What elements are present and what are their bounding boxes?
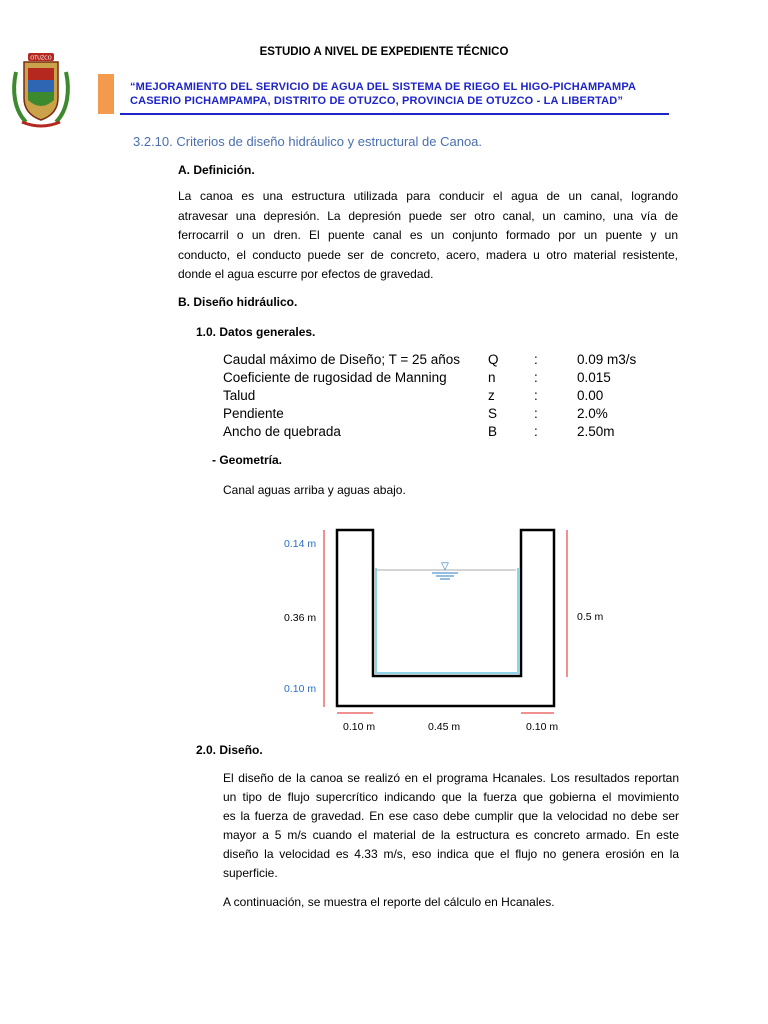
dato-symbol: B	[488, 424, 498, 439]
header-accent-bar	[98, 74, 114, 114]
definicion-line: ferrocarril o un dren. El puente canal es un conjunto formado por un puente y un	[178, 228, 678, 242]
dato-symbol: Q	[488, 352, 499, 367]
diseno-line: es la fuerza de gravedad. En ese caso debe cumplir que la velocidad no debe ser	[223, 809, 679, 823]
diseno-line: un tipo de flujo supercrítico indicando que la fuerza que gobierna el movimiento	[223, 790, 679, 804]
project-title	[130, 80, 730, 108]
diseno-line: mayor a 5 m/s cuando el material de la estructura es concreto armado. En este	[223, 828, 679, 842]
definicion-line: donde el agua escurre por efectos de gravedad.	[178, 267, 434, 281]
section-title: 3.2.10. Criterios de diseño hidráulico y estructural de Canoa.	[133, 134, 483, 149]
dato-label: Coeficiente de rugosidad de Manning	[223, 370, 447, 385]
dato-symbol: z	[488, 388, 495, 403]
definicion-heading: A. Definición.	[178, 163, 255, 177]
dato-value: 2.0%	[577, 406, 608, 421]
datos-generales-table	[223, 352, 636, 442]
right-wall-label: 0.10 m	[526, 721, 559, 733]
project-title-line-2: CASERIO PICHAMPAMPA, DISTRITO DE OTUZCO, PROVINCIA DE OTUZCO - LA LIBERTAD”	[130, 95, 624, 107]
diseno-line: superficie.	[223, 866, 278, 880]
water-wetted-line	[376, 568, 518, 673]
municipal-crest-logo	[10, 50, 72, 130]
channel-outline	[337, 530, 554, 706]
left-wall-label: 0.10 m	[343, 721, 376, 733]
dato-sep: :	[534, 370, 538, 385]
diseno-heading: 2.0. Diseño.	[196, 743, 263, 757]
dato-value: 0.015	[577, 370, 611, 385]
document-header-title: ESTUDIO A NIVEL DE EXPEDIENTE TÉCNICO	[259, 46, 509, 58]
dato-value: 0.00	[577, 388, 604, 403]
dato-symbol: S	[488, 406, 498, 421]
definicion-line: conducto, el conducto puede ser de concreto, acero, madera u otro material resistente,	[178, 247, 678, 262]
dato-sep: :	[534, 406, 538, 421]
depth-label: 0.36 m	[284, 612, 317, 624]
base-thickness-label: 0.10 m	[284, 683, 317, 695]
dato-sep: :	[534, 388, 538, 403]
dato-symbol: n	[488, 370, 496, 385]
dato-label: Talud	[223, 388, 256, 403]
table-row	[223, 370, 636, 388]
definicion-line: La canoa es una estructura utilizada para conducir el agua de un canal, logrando	[178, 189, 678, 203]
dato-label: Ancho de quebrada	[223, 424, 341, 439]
geometria-caption: Canal aguas arriba y aguas abajo.	[223, 483, 406, 497]
table-row	[223, 352, 636, 370]
header-rule	[120, 113, 669, 115]
water-level-icon: ▽	[441, 561, 449, 572]
table-row	[223, 388, 636, 406]
total-height-label: 0.5 m	[577, 611, 604, 623]
definicion-paragraph	[178, 187, 678, 285]
diseno-paragraph	[223, 769, 679, 883]
geometria-heading: - Geometría.	[212, 453, 283, 467]
dato-label: Caudal máximo de Diseño; T = 25 años	[223, 352, 461, 367]
diseno-closing: A continuación, se muestra el reporte del cálculo en Hcanales.	[223, 895, 555, 909]
diseno-line: El diseño de la canoa se realizó en el programa Hcanales. Los resultados reportan	[223, 771, 679, 785]
definicion-line: atravesar una depresión. La depresión puede ser otro canal, un camino, una vía de	[178, 208, 678, 223]
dato-label: Pendiente	[223, 406, 284, 421]
datos-generales-heading: 1.0. Datos generales.	[196, 325, 316, 339]
channel-width-label: 0.45 m	[428, 721, 461, 733]
dato-value: 0.09 m3/s	[577, 352, 637, 367]
channel-cross-section-diagram	[0, 520, 768, 740]
table-row	[223, 424, 636, 442]
diseno-line: diseño la velocidad es 4.33 m/s, eso indica que el flujo no genera erosión en la	[223, 847, 679, 861]
project-title-line-1: “MEJORAMIENTO DEL SERVICIO DE AGUA DEL SISTEMA DE RIEGO EL HIGO-PICHAMPAMPA	[130, 81, 637, 93]
table-row	[223, 406, 636, 424]
freeboard-label: 0.14 m	[284, 538, 317, 550]
diseno-hidraulico-heading: B. Diseño hidráulico.	[178, 295, 298, 309]
dato-value: 2.50m	[577, 424, 615, 439]
crest-label: OTUZCO	[30, 55, 52, 62]
dato-sep: :	[534, 424, 538, 439]
dato-sep: :	[534, 352, 538, 367]
